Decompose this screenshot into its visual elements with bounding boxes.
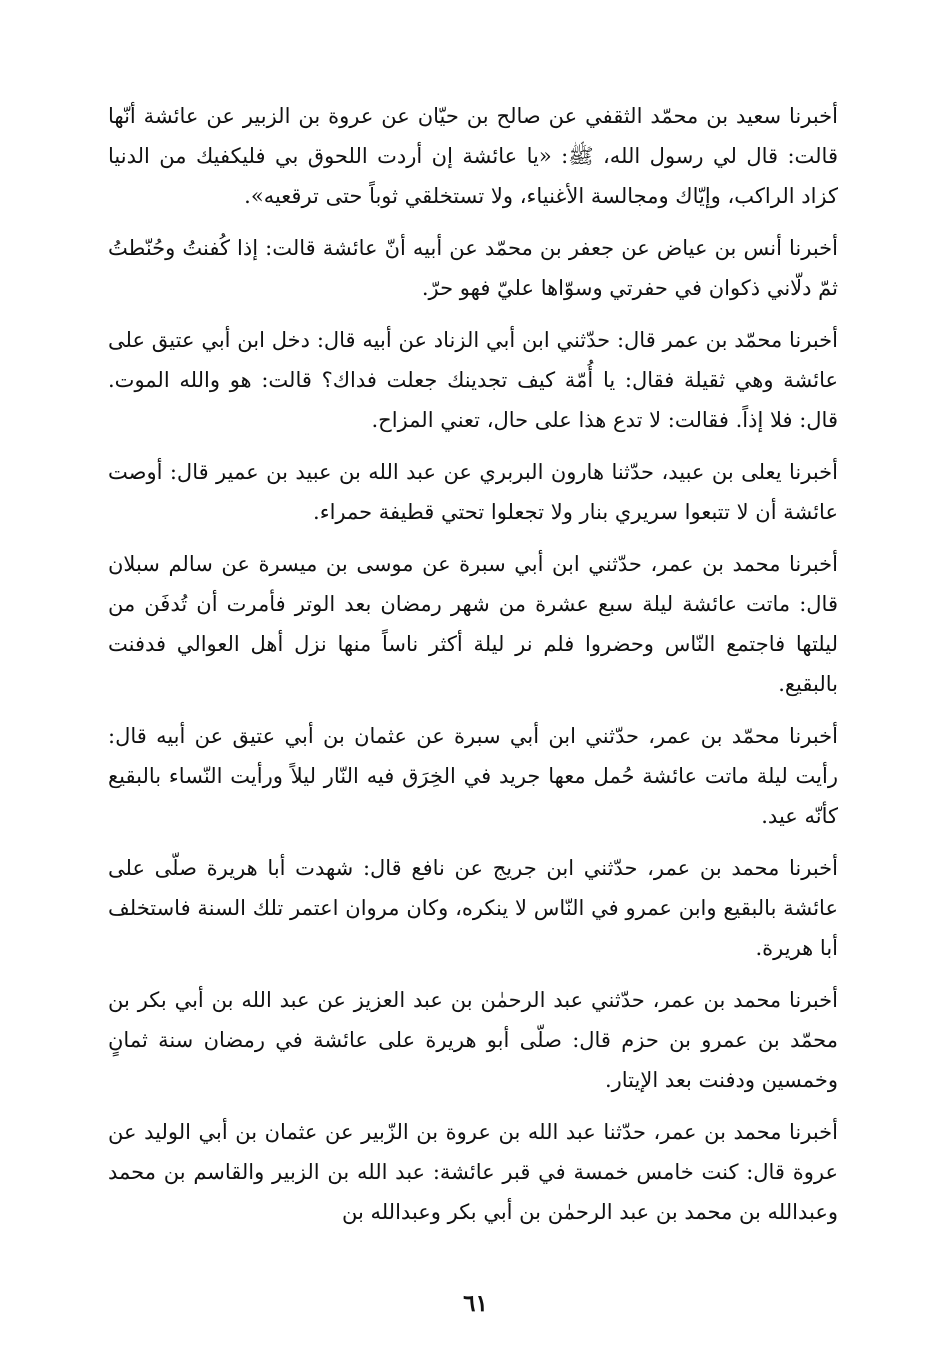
page-number: ٦١ xyxy=(463,1290,488,1317)
paragraph-3: أخبرنا محمّد بن عمر قال: حدّثني ابن أبي الزناد عن أبيه قال: دخل ابن أبي عتيق على عائشة وهي ثقيلة فقال: يا أُمّة كيف تجدينك جعلت فداك؟ قالت: هو والله الموت. قال: فلا إذاً. فقالت: لا تدع هذا على حال، تعني المزاح. xyxy=(108,328,838,432)
paragraph-6: أخبرنا محمّد بن عمر، حدّثني ابن أبي سبرة عن عثمان بن أبي عتيق عن أبيه قال: رأيت ليلة ماتت عائشة حُمل معها جريد في الخِرَق فيه النّار ليلاً ورأيت النّساء بالبقيع كأنّه عيد. xyxy=(108,724,838,828)
paragraph-4: أخبرنا يعلى بن عبيد، حدّثنا هارون البربري عن عبد الله بن عبيد بن عمير قال: أوصت عائشة أن لا تتبعوا سريري بنار ولا تجعلوا تحتي قطيفة حمراء. xyxy=(108,460,838,524)
paragraph-2: أخبرنا أنس بن عياض عن جعفر بن محمّد عن أبيه أنّ عائشة قالت: إذا كُفنتُ وحُنّطتُ ثمّ دلّاني ذكوان في حفرتي وسوّاها عليّ فهو حرّ. xyxy=(108,236,838,300)
paragraph-5: أخبرنا محمد بن عمر، حدّثني ابن أبي سبرة عن موسى بن ميسرة عن سالم سبلان قال: ماتت عائشة ليلة سبع عشرة من شهر رمضان بعد الوتر فأمرت أن تُدفَن من ليلتها فاجتمع النّاس وحضروا فلم نر ليلة أكثر ناساً منها نزل أهل العوالي فدفنت بالبقيع. xyxy=(108,552,838,696)
paragraph-7: أخبرنا محمد بن عمر، حدّثني ابن جريج عن نافع قال: شهدت أبا هريرة صلّى على عائشة بالبقيع وابن عمرو في النّاس لا ينكره، وكان مروان اعتمر تلك السنة فاستخلف أبا هريرة. xyxy=(108,856,838,960)
paragraph-9: أخبرنا محمد بن عمر، حدّثنا عبد الله بن عروة بن الزّبير عن عثمان بن أبي الوليد عن عروة قال: كنت خامس خمسة في قبر عائشة: عبد الله بن الزبير والقاسم بن محمد وعبدالله بن محمد بن عبد الرحمٰن بن أبي بكر وعبدالله بن xyxy=(108,1120,838,1224)
paragraph-8: أخبرنا محمد بن عمر، حدّثني عبد الرحمٰن بن عبد العزيز عن عبد الله بن أبي بكر بن محمّد بن عمرو بن حزم قال: صلّى أبو هريرة على عائشة في رمضان سنة ثمانٍ وخمسين ودفنت بعد الإيتار. xyxy=(108,988,838,1092)
paragraph-1: أخبرنا سعيد بن محمّد الثقفي عن صالح بن حيّان عن عروة بن الزبير عن عائشة أنّها قالت: قال لي رسول الله، ﷺ: «يا عائشة إن أردت اللحوق بي فليكفيك من الدنيا كزاد الراكب، وإيّاك ومجالسة الأغنياء، ولا تستخلقي ثوباً حتى ترقعيه». xyxy=(108,104,838,208)
page-body xyxy=(108,96,838,1244)
